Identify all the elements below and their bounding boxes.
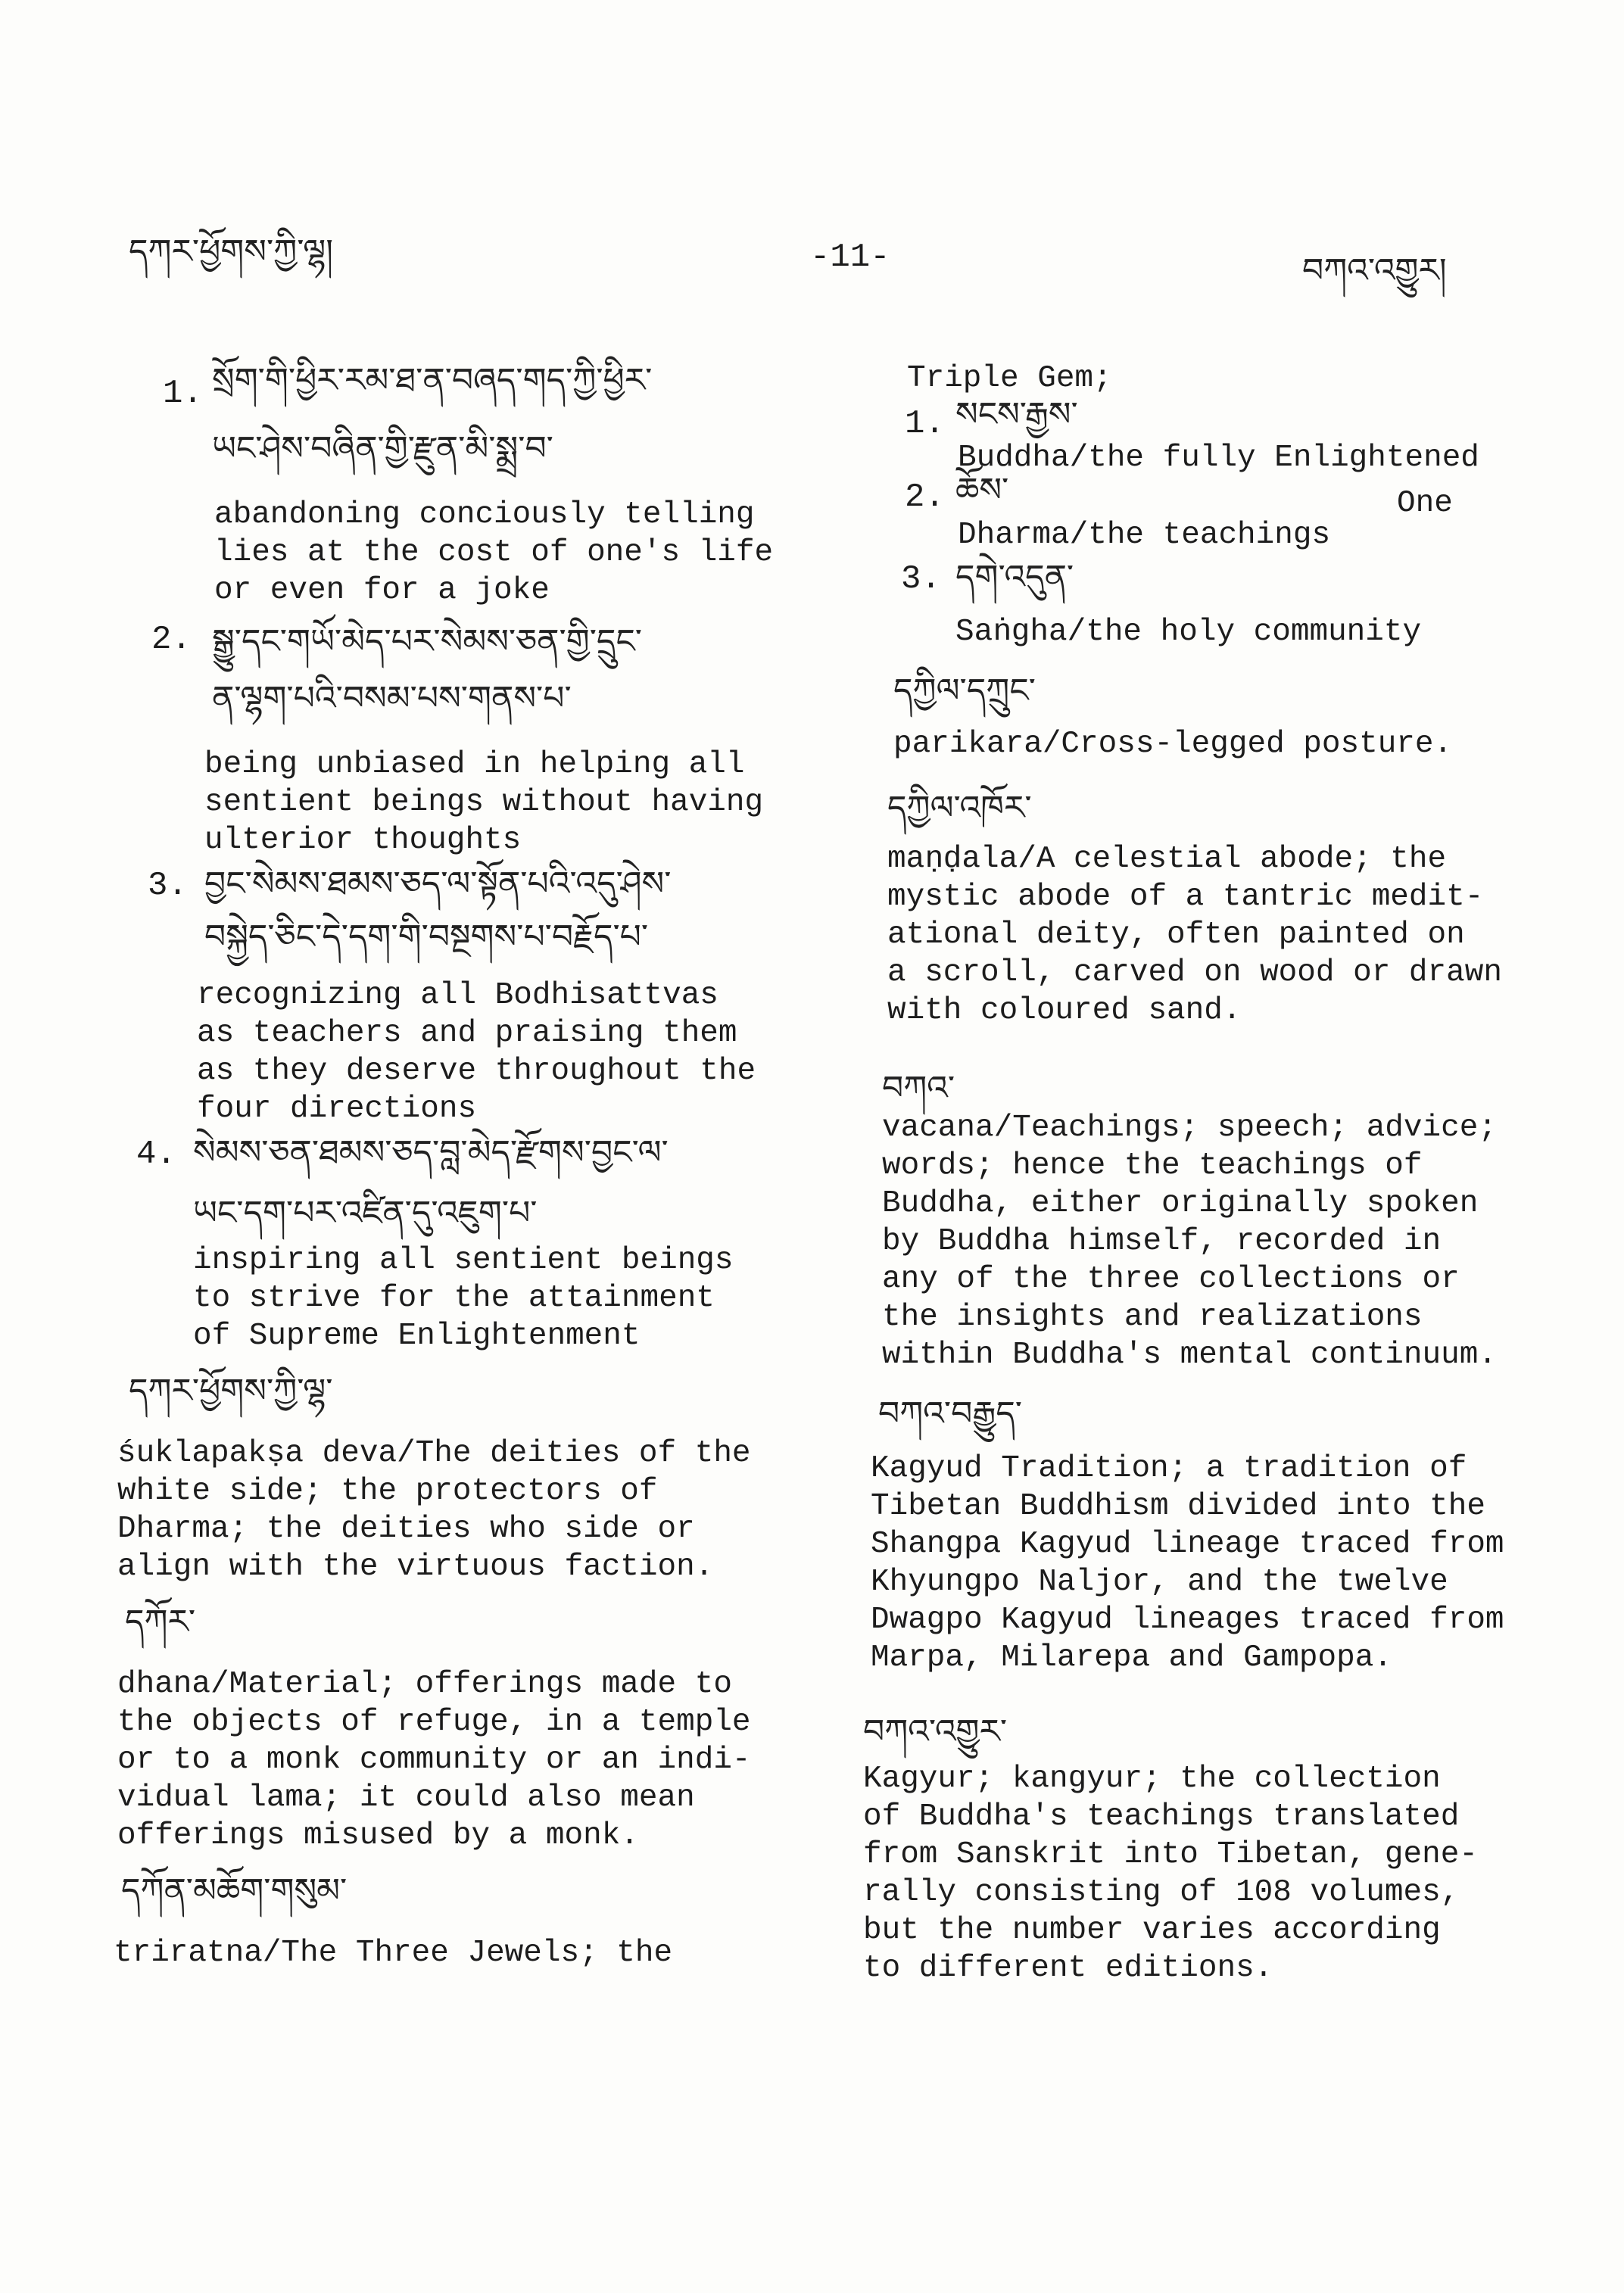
header-left-tibetan: དཀར་ཕྱོགས་ཀྱི་ལྷ། bbox=[129, 232, 334, 271]
entry-definition: ational deity, often painted on bbox=[887, 918, 1465, 952]
item-english: being unbiased in helping all bbox=[204, 747, 745, 782]
continuation-text: Triple Gem; bbox=[907, 361, 1112, 396]
item-english: sentient beings without having bbox=[204, 785, 764, 820]
entry-tibetan-headword: བཀའ་ bbox=[882, 1069, 955, 1108]
item-english: of Supreme Enlightenment bbox=[193, 1319, 641, 1354]
item-english: Buddha/the fully Enlightened bbox=[958, 441, 1479, 475]
entry-definition: Kagyur; kangyur; the collection bbox=[863, 1762, 1441, 1796]
item-number: 2. bbox=[905, 478, 945, 516]
item-tibetan: བྱང་སེམས་ཐམས་ཅད་ལ་སྟོན་པའི་འདུ་ཤེས་ bbox=[204, 865, 672, 903]
item-number: 2. bbox=[151, 621, 192, 659]
entry-definition: maṇḍala/A celestial abode; the bbox=[887, 842, 1447, 877]
item-english: as they deserve throughout the bbox=[197, 1054, 756, 1089]
item-tibetan: ཡང་ཤེས་བཞིན་གྱི་རྫུན་མི་སྨྲ་བ་ bbox=[212, 429, 553, 468]
entry-definition: Khyungpo Naljor, and the twelve bbox=[871, 1565, 1448, 1600]
entry-definition: a scroll, carved on wood or drawn bbox=[887, 955, 1502, 990]
item-english: inspiring all sentient beings bbox=[193, 1243, 734, 1278]
entry-definition: dhana/Material; offerings made to bbox=[117, 1667, 732, 1702]
item-english: One bbox=[1397, 486, 1453, 521]
entry-definition: Marpa, Milarepa and Gampopa. bbox=[871, 1640, 1392, 1675]
header-right-tibetan: བཀའ་འགྱུར། bbox=[1302, 251, 1447, 290]
item-english: ulterior thoughts bbox=[204, 823, 522, 858]
item-number: 4. bbox=[136, 1136, 176, 1173]
item-english: Dharma/the teachings bbox=[958, 518, 1331, 553]
entry-tibetan-headword: དཀོར་ bbox=[125, 1603, 196, 1641]
item-english: as teachers and praising them bbox=[197, 1016, 737, 1051]
item-tibetan: ཡང་དག་པར་འཛིན་དུ་འཇུག་པ་ bbox=[193, 1194, 538, 1232]
entry-definition: from Sanskrit into Tibetan, gene- bbox=[863, 1837, 1478, 1872]
entry-definition: by Buddha himself, recorded in bbox=[882, 1224, 1442, 1259]
entry-definition: the insights and realizations bbox=[882, 1300, 1423, 1335]
item-number: 3. bbox=[148, 867, 188, 905]
entry-definition: words; hence the teachings of bbox=[882, 1148, 1423, 1183]
item-tibetan: སེམས་ཅན་ཐམས་ཅད་བླ་མེད་རྫོགས་བྱང་ལ་ bbox=[193, 1133, 669, 1172]
entry-definition: parikara/Cross-legged posture. bbox=[893, 727, 1453, 762]
entry-definition: śuklapakṣa deva/The deities of the bbox=[117, 1436, 751, 1471]
entry-definition: mystic abode of a tantric medit- bbox=[887, 880, 1484, 914]
entry-definition: any of the three collections or bbox=[882, 1262, 1460, 1297]
entry-definition: vacana/Teachings; speech; advice; bbox=[882, 1111, 1497, 1145]
page-number: -11- bbox=[810, 238, 890, 276]
item-number: 3. bbox=[901, 560, 941, 598]
entry-tibetan-headword: དཀྱིལ་དཀྲུང་ bbox=[893, 671, 1036, 710]
entry-tibetan-headword: དཀར་ཕྱོགས་ཀྱི་ལྷ་ bbox=[129, 1372, 333, 1410]
entry-definition: the objects of refuge, in a temple bbox=[117, 1705, 751, 1740]
item-tibetan: ཆོས་ bbox=[955, 471, 1009, 509]
entry-definition: Buddha, either originally spoken bbox=[882, 1186, 1479, 1221]
entry-tibetan-headword: བཀའ་འགྱུར་ bbox=[863, 1712, 1008, 1751]
entry-definition: vidual lama; it could also mean bbox=[117, 1781, 695, 1815]
entry-definition: but the number varies according bbox=[863, 1913, 1441, 1948]
entry-definition: within Buddha's mental continuum. bbox=[882, 1338, 1497, 1372]
entry-tibetan-headword: དཀོན་མཆོག་གསུམ་ bbox=[121, 1871, 348, 1910]
entry-definition: triratna/The Three Jewels; the bbox=[114, 1936, 673, 1971]
item-english: abandoning conciously telling bbox=[214, 497, 755, 532]
item-english: or even for a joke bbox=[214, 573, 550, 608]
entry-definition: white side; the protectors of bbox=[117, 1474, 658, 1509]
entry-definition: Tibetan Buddhism divided into the bbox=[871, 1489, 1485, 1524]
entry-definition: or to a monk community or an indi- bbox=[117, 1743, 751, 1777]
item-tibetan: སངས་རྒྱས་ bbox=[955, 395, 1078, 434]
item-number: 1. bbox=[163, 375, 203, 413]
item-english: recognizing all Bodhisattvas bbox=[197, 978, 718, 1013]
entry-definition: of Buddha's teachings translated bbox=[863, 1799, 1460, 1834]
item-english: four directions bbox=[197, 1092, 477, 1126]
entry-definition: align with the virtuous faction. bbox=[117, 1550, 714, 1584]
entry-definition: Dharma; the deities who side or bbox=[117, 1512, 695, 1547]
entry-definition: with coloured sand. bbox=[887, 993, 1242, 1028]
item-english: to strive for the attainment bbox=[193, 1281, 715, 1316]
entry-definition: rally consisting of 108 volumes, bbox=[863, 1875, 1460, 1910]
item-tibetan: དགེ་འདུན་ bbox=[955, 558, 1074, 597]
entry-definition: Shangpa Kagyud lineage traced from bbox=[871, 1527, 1504, 1562]
item-english: lies at the cost of one's life bbox=[214, 535, 774, 570]
item-tibetan: སྒྱུ་དང་གཡོ་མེད་པར་སེམས་ཅན་གྱི་དྲུང་ bbox=[212, 622, 643, 661]
entry-tibetan-headword: བཀའ་བརྒྱུད་ bbox=[878, 1394, 1023, 1433]
item-tibetan: ན་ལྷག་པའི་བསམ་པས་གནས་པ་ bbox=[212, 679, 572, 718]
item-tibetan: སྲོག་གི་ཕྱིར་རམ་ཐ་ན་བཞད་གད་ཀྱི་ཕྱིར་ bbox=[212, 361, 653, 400]
item-english: Saṅgha/the holy community bbox=[955, 615, 1422, 650]
entry-definition: offerings misused by a monk. bbox=[117, 1818, 639, 1853]
entry-definition: Dwagpo Kagyud lineages traced from bbox=[871, 1603, 1504, 1637]
item-number: 1. bbox=[905, 405, 945, 443]
entry-definition: Kagyud Tradition; a tradition of bbox=[871, 1451, 1467, 1486]
entry-definition: to different editions. bbox=[863, 1951, 1273, 1986]
item-tibetan: བསྐྱེད་ཅིང་དེ་དག་གི་བསྔགས་པ་བརྗོད་པ་ bbox=[204, 918, 649, 956]
entry-tibetan-headword: དཀྱིལ་འཁོར་ bbox=[887, 789, 1032, 827]
